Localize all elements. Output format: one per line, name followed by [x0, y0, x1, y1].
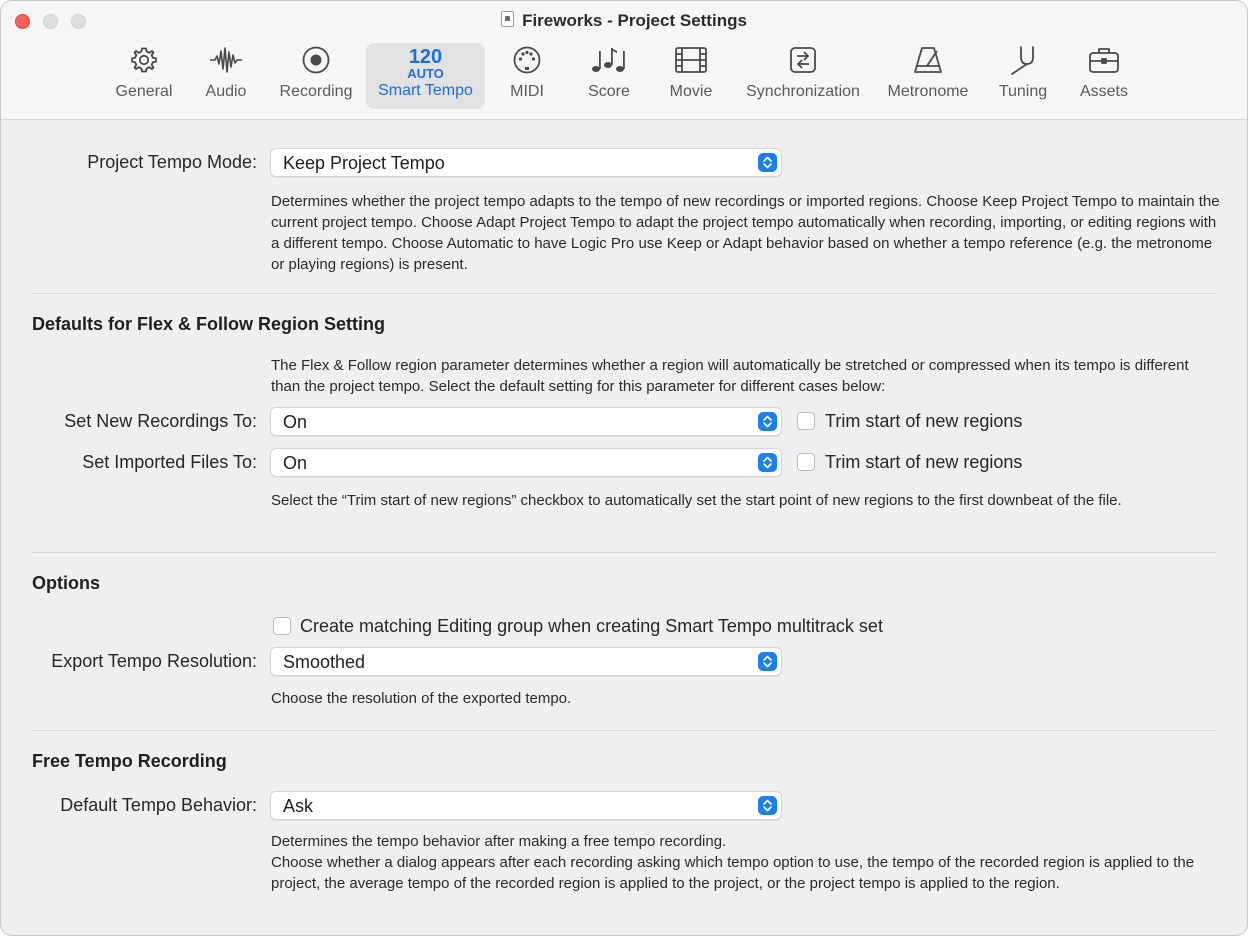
midi-port-icon — [512, 45, 542, 75]
trim-description: Select the “Trim start of new regions” checkbox to automatically set the start point of new regions to the first downbeat of the file. — [271, 492, 1122, 509]
new-recordings-trim-checkbox[interactable] — [797, 412, 815, 430]
tab-general-label: General — [115, 83, 173, 100]
gear-icon — [130, 46, 158, 74]
project-tempo-mode-description: Determines whether the project tempo adapts to the tempo of new recordings or imported regions. Choose Keep Project Tempo to maintain the current project tempo. Choose Adapt Project Tempo to adapt the project tempo automatically when recording, importing, or editing regions with a different tempo. Choose Automatic to have Logic Pro use Keep or Adapt behavior based on whether a tempo reference (e.g. the metronome or playing regions) is present. — [271, 193, 1220, 273]
editing-group-label: Create matching Editing group when creating Smart Tempo multitrack set — [300, 616, 883, 636]
tab-midi-label: MIDI — [510, 83, 544, 100]
tab-synchronization-label: Synchronization — [746, 83, 860, 100]
new-recordings-popup[interactable] — [270, 407, 782, 436]
project-tempo-mode-value: Keep Project Tempo — [283, 153, 445, 173]
free-tempo-description-line1: Determines the tempo behavior after making a free tempo recording. — [271, 833, 727, 850]
popup-stepper-icon — [758, 453, 777, 472]
tab-synchronization[interactable] — [737, 43, 869, 109]
tab-score[interactable] — [579, 43, 639, 109]
export-tempo-resolution-label: Export Tempo Resolution: — [51, 651, 257, 671]
flex-follow-description: The Flex & Follow region parameter determines whether a region will automatically be stretched or compressed when its tempo is different than the project tempo. Select the default setting for this parameter for different cases below: — [271, 357, 1189, 395]
section-divider — [32, 552, 1217, 553]
tab-smart-tempo-label: Smart Tempo — [378, 82, 473, 99]
tab-score-label: Score — [588, 83, 630, 100]
popup-stepper-icon — [758, 796, 777, 815]
imported-files-trim-label: Trim start of new regions — [825, 452, 1023, 472]
popup-stepper-icon — [758, 412, 777, 431]
popup-stepper-icon — [758, 153, 777, 172]
tuning-fork-icon — [1007, 44, 1039, 76]
tab-tuning-label: Tuning — [998, 83, 1048, 100]
new-recordings-value: On — [283, 412, 308, 432]
tab-metronome-label: Metronome — [887, 83, 969, 100]
metronome-icon — [911, 45, 945, 75]
window-title — [1, 11, 1247, 31]
free-tempo-description-line2: Choose whether a dialog appears after each recording asking which tempo option to use, the tempo of the recorded region is applied to the project, the average tempo of the recorded region is applied to the project, or the project tempo is applied to the region. — [271, 854, 1195, 892]
tab-assets[interactable] — [1071, 43, 1137, 109]
tab-smart-tempo[interactable] — [366, 43, 485, 109]
tab-tuning[interactable] — [991, 43, 1055, 109]
tab-movie[interactable] — [663, 43, 719, 109]
section-divider — [32, 293, 1217, 294]
editing-group-checkbox[interactable] — [273, 617, 291, 635]
options-section-title: Options — [32, 573, 100, 593]
tempo-value: 120 — [408, 46, 443, 68]
default-tempo-behavior-popup[interactable] — [270, 791, 782, 820]
window-title-text: Fireworks - Project Settings — [522, 11, 747, 30]
section-divider — [32, 730, 1217, 731]
new-recordings-label: Set New Recordings To: — [64, 411, 257, 431]
imported-files-value: On — [283, 453, 308, 473]
export-tempo-resolution-popup[interactable] — [270, 647, 782, 676]
project-tempo-mode-label: Project Tempo Mode: — [87, 152, 257, 172]
free-tempo-section-title: Free Tempo Recording — [32, 751, 227, 771]
flex-follow-section-title: Defaults for Flex & Follow Region Setting — [32, 314, 386, 334]
tab-audio[interactable] — [193, 43, 259, 109]
waveform-icon — [209, 46, 243, 74]
document-icon — [501, 11, 514, 27]
imported-files-popup[interactable] — [270, 448, 782, 477]
tab-metronome[interactable] — [881, 43, 975, 109]
tab-audio-label: Audio — [205, 83, 247, 100]
music-notes-icon — [590, 45, 628, 75]
popup-stepper-icon — [758, 652, 777, 671]
briefcase-icon — [1087, 45, 1121, 75]
film-icon — [674, 46, 708, 74]
imported-files-trim-checkbox[interactable] — [797, 453, 815, 471]
export-tempo-description: Choose the resolution of the exported tempo. — [271, 690, 572, 707]
tempo-mode: AUTO — [407, 66, 444, 81]
export-tempo-resolution-value: Smoothed — [283, 652, 366, 672]
free-tempo-description — [271, 831, 1221, 894]
record-icon — [301, 45, 331, 75]
tab-movie-label: Movie — [669, 83, 713, 100]
tab-recording[interactable] — [273, 43, 359, 109]
default-tempo-behavior-value: Ask — [283, 796, 314, 816]
tab-midi[interactable] — [500, 43, 554, 109]
tab-general[interactable] — [107, 43, 181, 109]
new-recordings-trim-label: Trim start of new regions — [825, 411, 1023, 431]
imported-files-label: Set Imported Files To: — [82, 452, 257, 472]
toolbar — [1, 1, 1247, 120]
project-tempo-mode-popup[interactable] — [270, 148, 782, 177]
sync-icon — [788, 45, 818, 75]
default-tempo-behavior-label: Default Tempo Behavior: — [60, 795, 257, 815]
tab-recording-label: Recording — [279, 83, 353, 100]
tab-assets-label: Assets — [1079, 83, 1128, 100]
